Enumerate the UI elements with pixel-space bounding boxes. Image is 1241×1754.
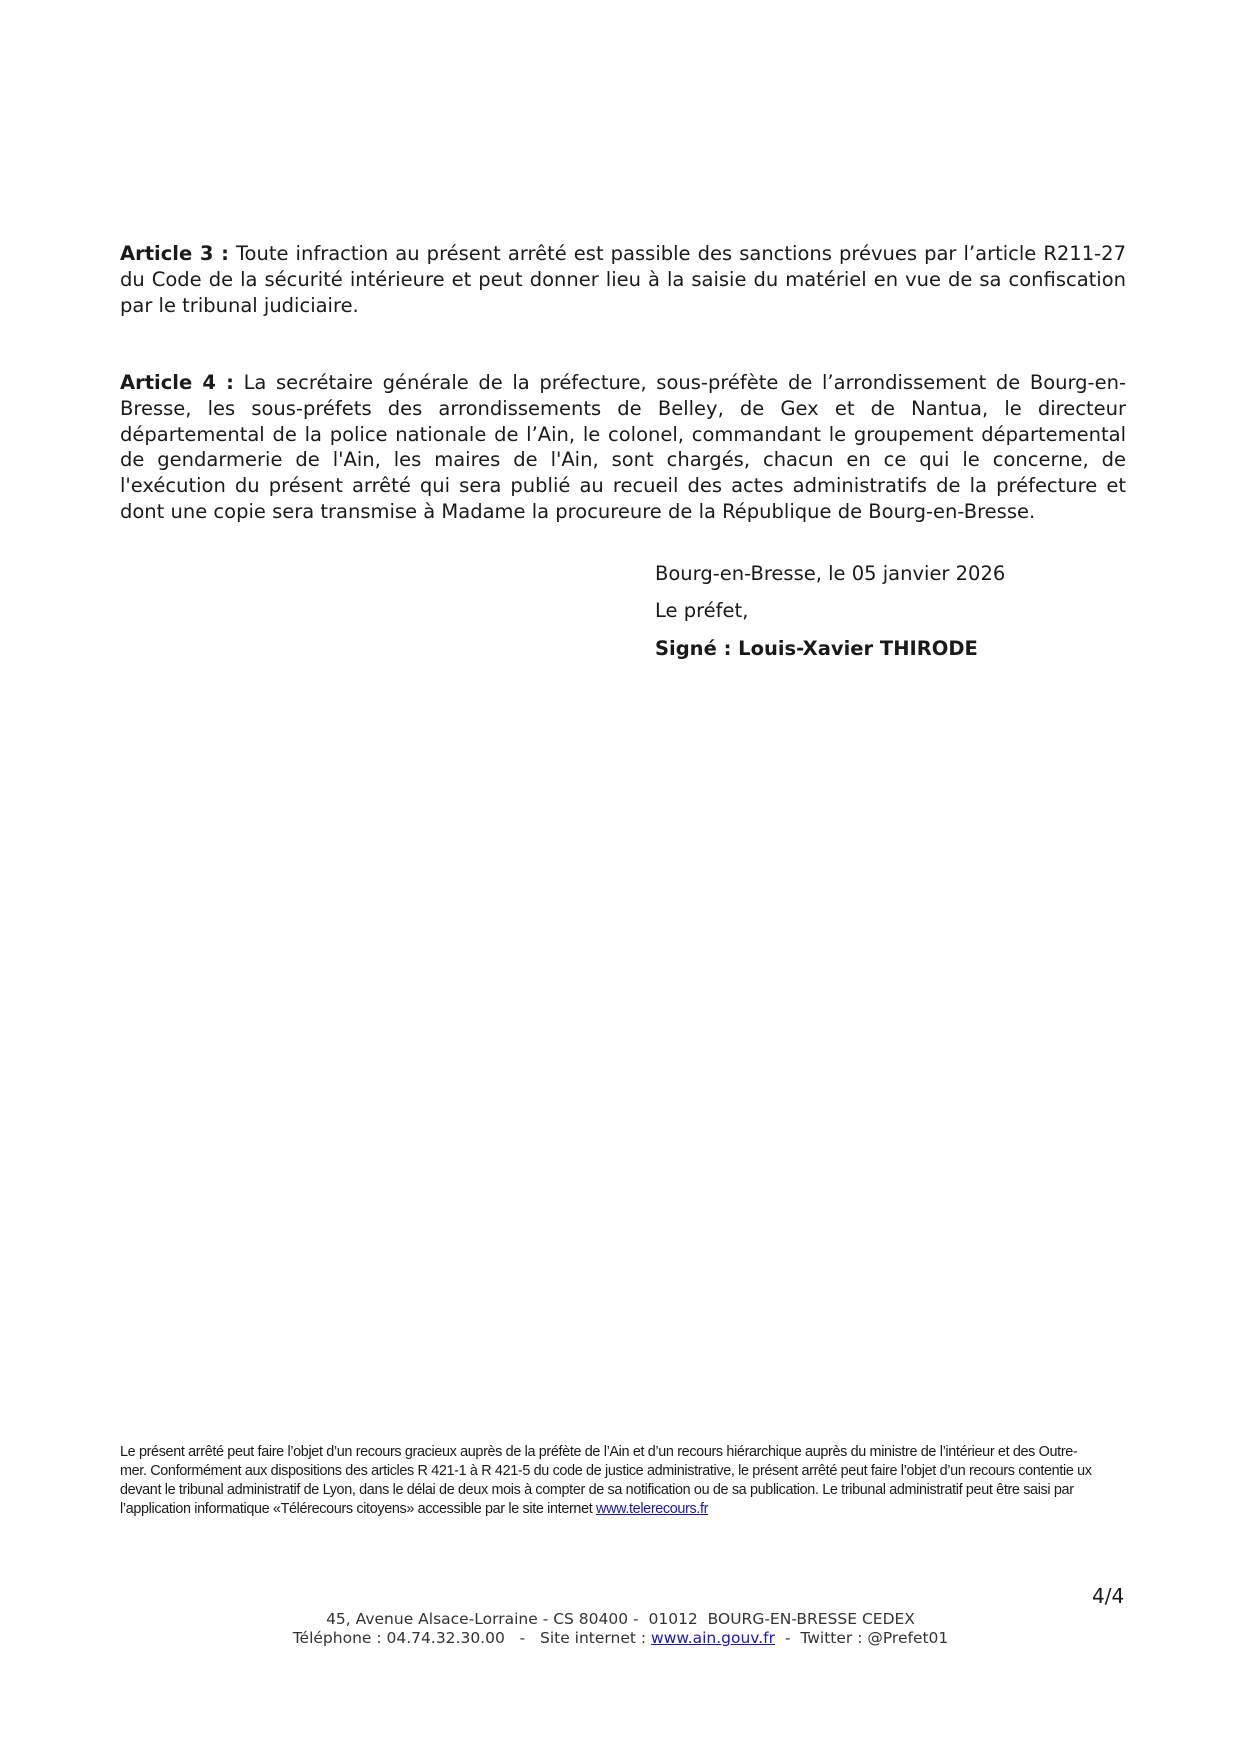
- footer-address: 45, Avenue Alsace-Lorraine - CS 80400 - 01012 BOURG-EN-BRESSE CEDEX: [326, 1610, 915, 1628]
- article-3: [120, 241, 1126, 318]
- website-link[interactable]: www.ain.gouv.fr: [651, 1629, 776, 1647]
- article-4: [120, 370, 1126, 525]
- legal-notice-line: mer. Conformément aux dispositions des articles R 421-1 à R 421-5 du code de justice administrative, le présent arrêté peut faire l’objet d’un recours contentie ux: [120, 1463, 1092, 1479]
- legal-notice-line: Le présent arrêté peut faire l’objet d’un recours gracieux auprès de la préfète de l’Ain et d’un recours hiérarchique auprès du ministre de l’intérieur et des Outre-: [120, 1444, 1078, 1460]
- legal-notice: [120, 1443, 1130, 1519]
- footer-contact: [0, 1629, 1241, 1647]
- article-4-text: La secrétaire générale de la préfecture, sous-préfète de l’arrondissement de Bourg-en-Bresse, les sous-préfets des arrondissements de Belley, de Gex et de Nantua, le directeur départemental de la police nationale de l’Ain, le colonel, commandant le groupement départemental de gendarmerie de l'Ain, les maires de l'Ain, sont chargés, chacun en ce qui le concerne, de l'exécution du présent arrêté qui sera publié au recueil des actes administratifs de la préfecture et dont une copie sera transmise à Madame la procureure de la République de Bourg-en-Bresse.: [120, 371, 1126, 523]
- signature-role: Le préfet,: [655, 599, 749, 622]
- article-3-label: Article 3 :: [120, 242, 229, 265]
- legal-notice-line: [120, 1500, 1130, 1519]
- telerecours-link[interactable]: www.telerecours.fr: [596, 1501, 709, 1517]
- page-number: 4/4: [1092, 1584, 1125, 1608]
- article-4-label: Article 4 :: [120, 371, 234, 394]
- signature-signed: Signé : Louis-Xavier THIRODE: [655, 637, 978, 660]
- signature-place-date: Bourg-en-Bresse, le 05 janvier 2026: [655, 562, 1006, 585]
- footer-twitter: - Twitter : @Prefet01: [775, 1629, 949, 1647]
- article-3-text: Toute infraction au présent arrêté est passible des sanctions prévues par l’article R211-27 du Code de la sécurité intérieure et peut donner lieu à la saisie du matériel en vue de sa confiscation par le tribunal judiciaire.: [120, 242, 1126, 317]
- footer-phone: Téléphone : 04.74.32.30.00 - Site internet :: [292, 1629, 652, 1647]
- legal-notice-text: l’application informatique «Télérecours citoyens» accessible par le site internet: [120, 1501, 597, 1517]
- legal-notice-line: devant le tribunal administratif de Lyon, dans le délai de deux mois à compter de sa notification ou de sa publication. Le tribunal administratif peut être saisi par: [120, 1482, 1074, 1498]
